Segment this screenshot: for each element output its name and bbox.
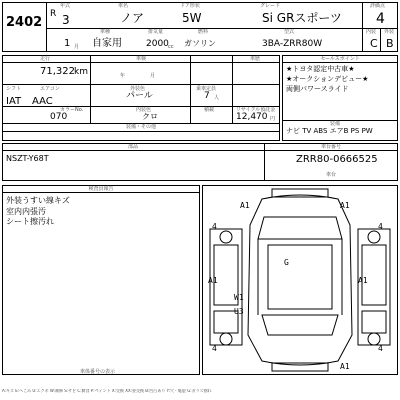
label-history: 車歴 <box>250 56 261 62</box>
mark-top-right: A1 <box>340 201 350 210</box>
equipment-title: 装備 <box>330 121 341 127</box>
car-diagram <box>202 185 398 375</box>
recycle-unit: 円 <box>270 116 276 122</box>
mark-u3: U3 <box>234 307 244 316</box>
label-fuel: 燃料 <box>198 29 209 35</box>
label-ext: 外装 <box>384 29 395 35</box>
lot-divider <box>46 2 47 52</box>
mark-bottom-center: A1 <box>340 362 350 371</box>
inspection-month-unit: 月 <box>150 73 156 79</box>
mark-right-a1: A1 <box>358 276 368 285</box>
label-capacity: 乗車定員 <box>196 86 217 92</box>
header-row-divider <box>46 28 398 29</box>
shift-value: IAT <box>6 96 22 107</box>
vehicle-use: 自家用 <box>92 38 122 49</box>
label-trim: 内装色 <box>136 107 152 113</box>
label-doors: ドア形状 <box>180 3 200 9</box>
parts-value: NSZT-Y68T <box>6 154 49 163</box>
mileage-value: 71,322 <box>40 66 75 77</box>
mark-w1: W1 <box>234 293 244 302</box>
label-use: 車種 <box>100 29 111 35</box>
label-ac: エアコン <box>40 86 60 92</box>
interior-grade: C <box>370 37 378 50</box>
label-maker: 車名 <box>118 3 129 9</box>
inspector-title: 検査員報告 <box>88 186 114 192</box>
label-color: 外装色 <box>130 86 146 92</box>
label-int: 内装 <box>366 29 377 35</box>
label-load: 積載 <box>204 107 215 113</box>
ac-value: AAC <box>32 96 53 107</box>
header-mid-divider <box>362 2 363 52</box>
footer-center-note: 車体番号の表示 <box>80 369 116 375</box>
sales-point-line-2: ★オークションデビュー★ <box>286 75 369 83</box>
inspection-year-unit: 年 <box>120 73 126 79</box>
recycle-value: 12,470 <box>236 112 268 122</box>
label-year: 年式 <box>60 3 71 9</box>
mark-left-a1: A1 <box>208 276 218 285</box>
label-inspection: 車検 <box>136 56 147 62</box>
capacity-value: 7 <box>204 91 210 101</box>
grade-name: Si GRスポーツ <box>262 11 342 25</box>
inspector-line-3: シート擦汚れ <box>6 217 54 226</box>
capacity-unit: 人 <box>214 95 220 101</box>
model-code: 3BA-ZRR80W <box>262 39 323 49</box>
mark-top-left: A1 <box>240 201 250 210</box>
cc-unit: cc <box>168 44 174 50</box>
lot-number: 2402 <box>6 15 43 30</box>
sales-point-line-3: 両側パワースライド <box>286 85 349 93</box>
colorno-value: 070 <box>50 112 68 122</box>
model-year: 3 <box>62 13 70 27</box>
sales-point-title: セールスポイント <box>320 56 360 62</box>
chassis-sub: 車台 <box>326 172 337 178</box>
era: R <box>50 9 57 19</box>
mark-side-left: 4 <box>212 222 217 231</box>
label-score: 評価点 <box>370 3 386 9</box>
label-mileage: 走行 <box>40 56 51 62</box>
color-value: パール <box>126 91 153 101</box>
fuel-type: ガソリン <box>184 39 216 48</box>
mark-bottom-left: 4 <box>212 344 217 353</box>
label-recycle: リサイクル預託金 <box>236 107 276 113</box>
label-shift: シフト <box>6 86 22 92</box>
mark-glass: G <box>284 258 289 267</box>
label-notes: 装備・その他 <box>125 124 156 130</box>
label-grade: グレード <box>260 3 281 9</box>
parts-title: 部品 <box>127 144 138 150</box>
displacement: 2000 <box>146 39 169 49</box>
inspector-line-2: 室内内張汚 <box>6 207 46 216</box>
mileage-unit: km <box>74 67 88 77</box>
footer-legend: A:キズ E:へこみ U:エクボ W:補修 S:サビ C:腐食 P:ペイント X:交換 XX:要交換 B:凹凸あり Y:穴・亀裂 G:ガラス割れ <box>2 389 212 393</box>
chassis-title: 車台番号 <box>320 144 341 150</box>
door-type: 5W <box>182 11 202 25</box>
label-colorno: カラーNo. <box>60 107 84 113</box>
auction-score: 4 <box>376 11 385 27</box>
label-cc: 排気量 <box>148 29 164 35</box>
month-unit: 月 <box>74 44 80 50</box>
model-name: ノア <box>120 11 145 25</box>
month: 1 <box>64 38 71 49</box>
mark-side-right: 4 <box>378 222 383 231</box>
trim-value: クロ <box>142 112 158 121</box>
chassis-number: ZRR80-0666525 <box>296 154 378 165</box>
mark-bottom-right: 4 <box>378 344 383 353</box>
sales-point-line-1: ★トヨタ認定中古車★ <box>286 65 355 73</box>
equipment-text: ナビ TV ABS エアB PS PW <box>286 127 373 135</box>
exterior-grade: B <box>386 37 394 50</box>
label-type: 型式 <box>284 29 295 35</box>
inspector-line-1: 外装うすい線キズ <box>6 196 70 205</box>
